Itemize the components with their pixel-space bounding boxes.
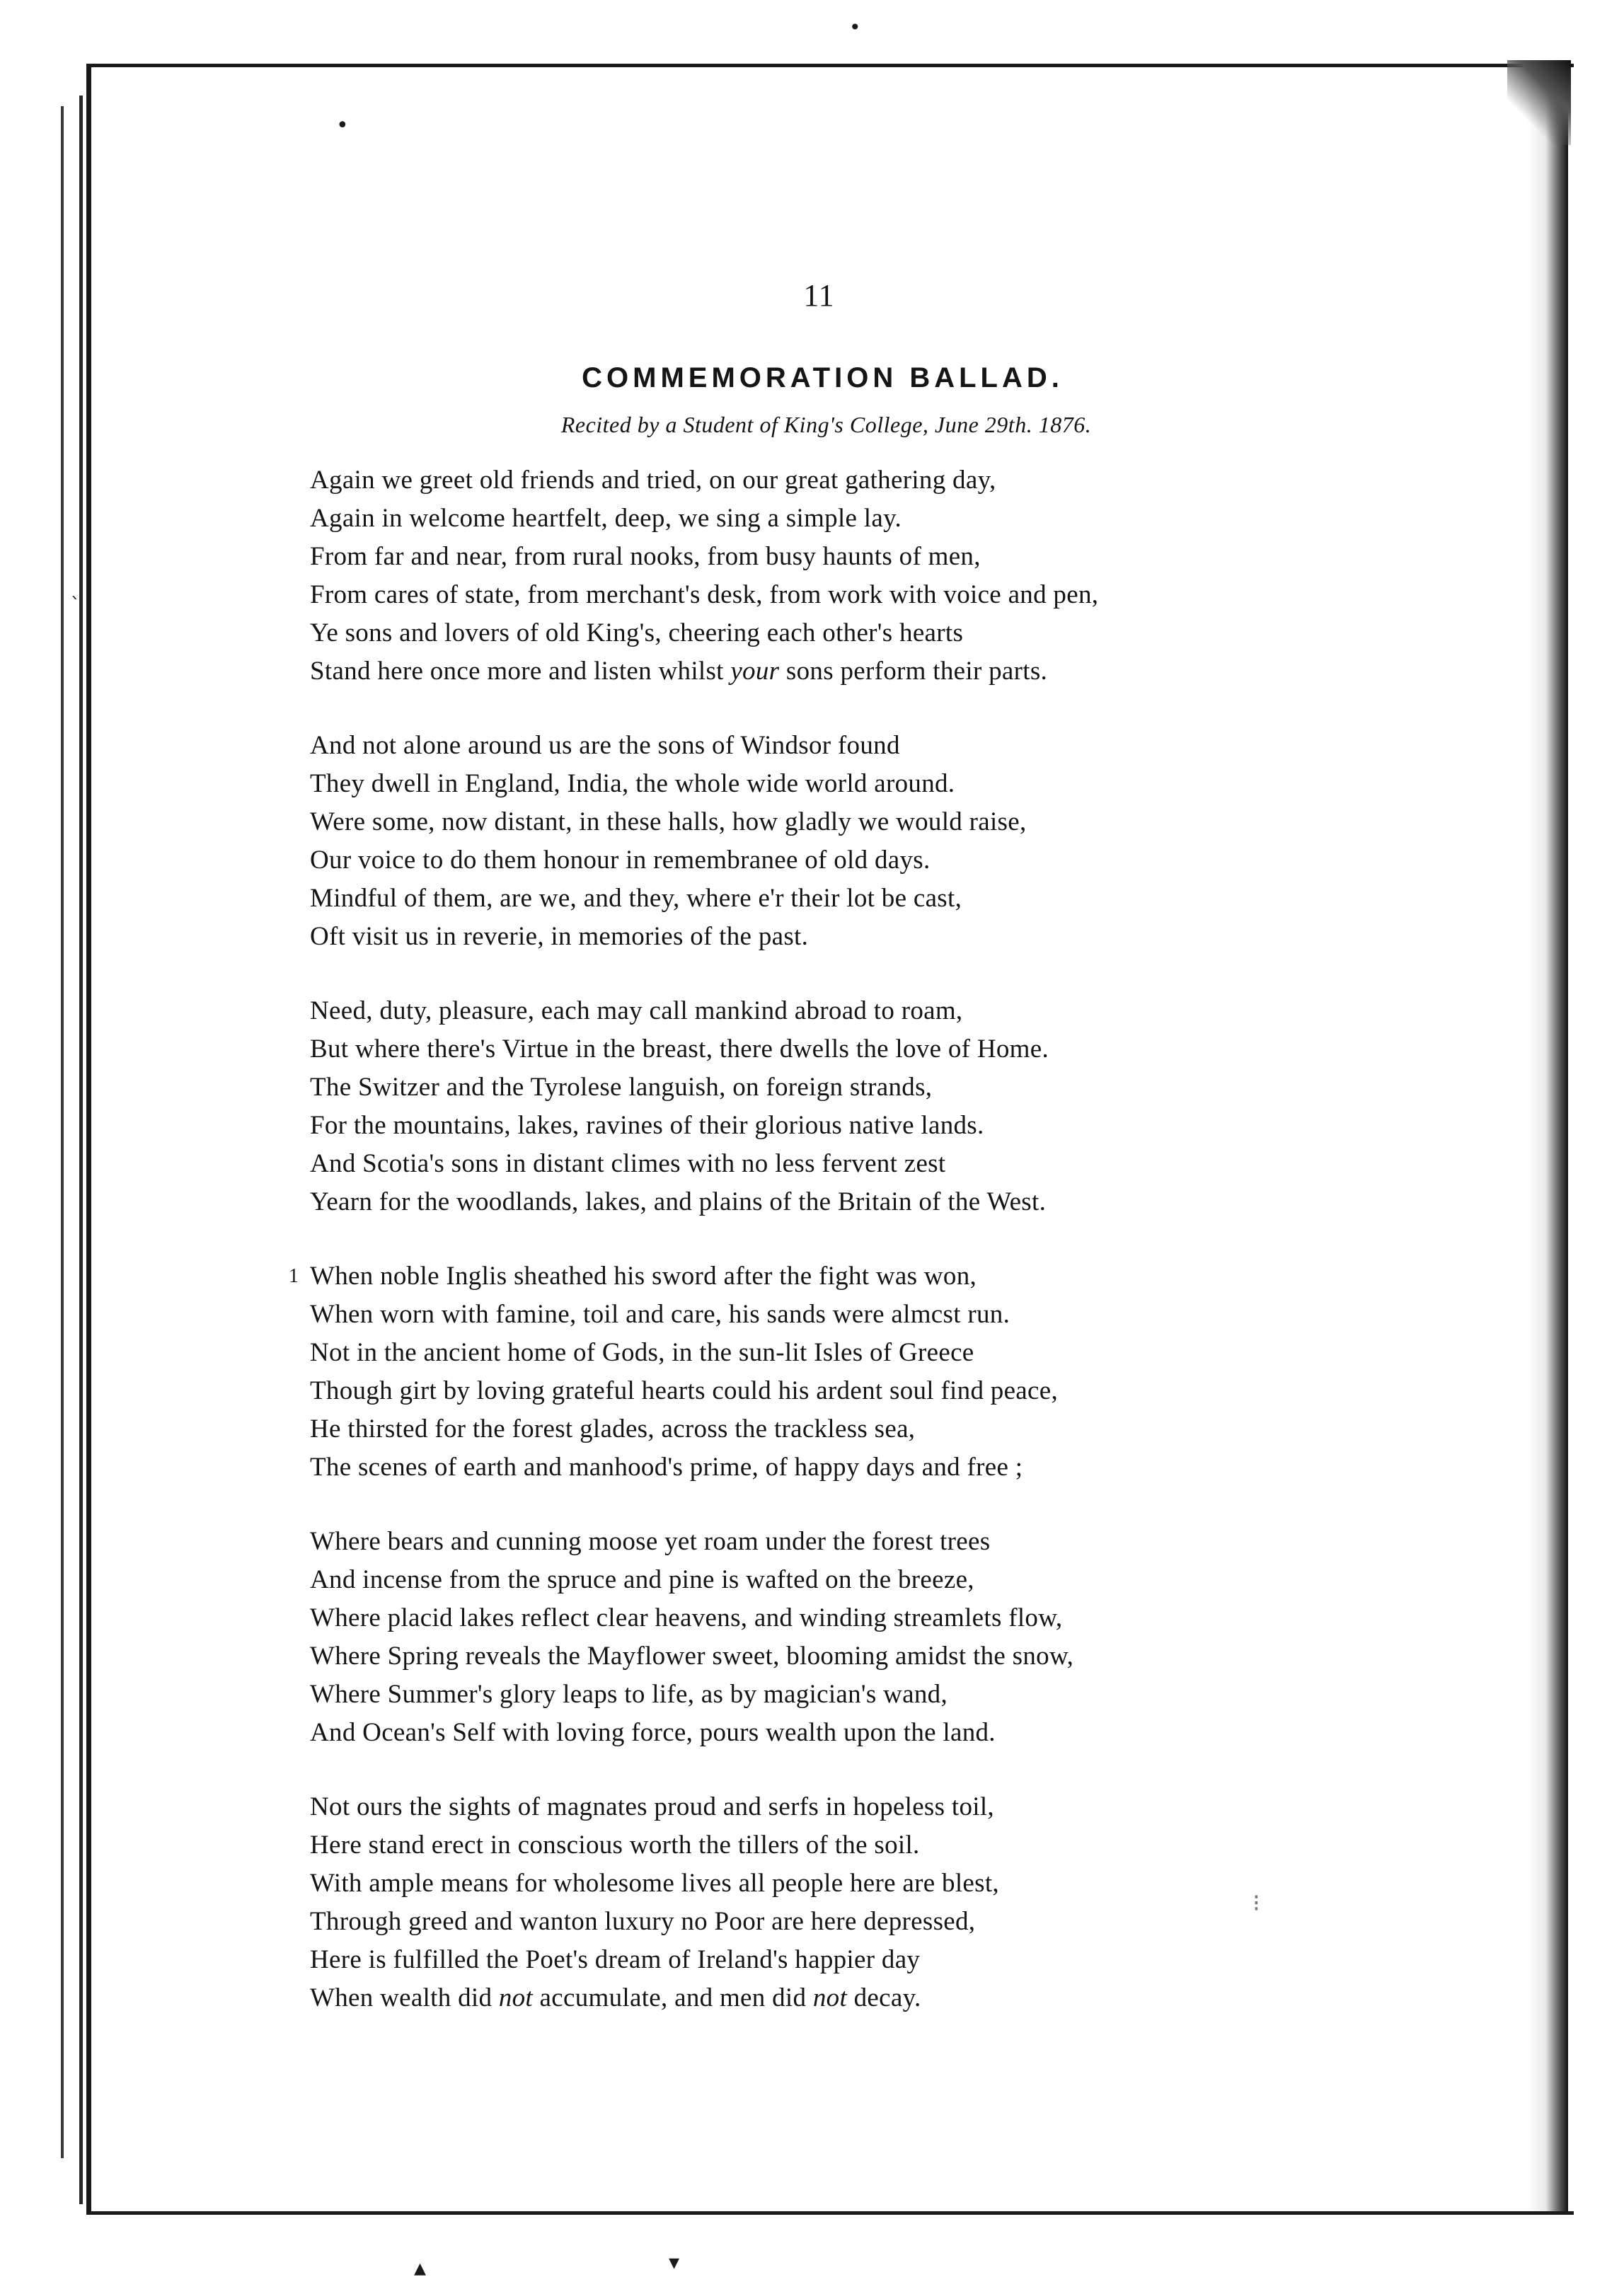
stanza bbox=[289, 1257, 1555, 1487]
line-segment: When wealth did bbox=[310, 1983, 499, 2012]
stanza bbox=[310, 1788, 1555, 2017]
stanza bbox=[310, 727, 1555, 956]
line-segment: Stand here once more and listen whilst bbox=[310, 657, 731, 686]
page-corner-shadow bbox=[1507, 60, 1571, 145]
scan-speck: ▾ bbox=[669, 2250, 680, 2275]
poem-line: Though girt by loving grateful hearts could his ardent soul find peace, bbox=[310, 1376, 1059, 1405]
poem-line: Where Summer's glory leaps to life, as by magician's wand, bbox=[310, 1680, 948, 1709]
poem-line: Were some, now distant, in these halls, how gladly we would raise, bbox=[310, 807, 1027, 836]
poem-line: When noble Inglis sheathed his sword after the fight was won, bbox=[310, 1262, 977, 1291]
poem-line: When worn with famine, toil and care, his sands were almcst run. bbox=[310, 1300, 1010, 1329]
poem-line: From cares of state, from merchant's desk, from work with voice and pen, bbox=[310, 580, 1099, 609]
poem-line: With ample means for wholesome lives all people here are blest, bbox=[310, 1869, 999, 1898]
scan-speck: • bbox=[336, 113, 349, 138]
poem-line: And incense from the spruce and pine is wafted on the breeze, bbox=[310, 1565, 974, 1594]
poem-line: They dwell in England, India, the whole wide world around. bbox=[310, 769, 955, 798]
stanza-footnote-marker: 1 bbox=[289, 1265, 299, 1287]
stanza bbox=[310, 461, 1555, 691]
poem-line: Where Spring reveals the Mayflower sweet, blooming amidst the snow, bbox=[310, 1642, 1074, 1671]
poem-line: Not in the ancient home of Gods, in the sun-lit Isles of Greece bbox=[310, 1338, 974, 1367]
poem-line: From far and near, from rural nooks, from busy haunts of men, bbox=[310, 542, 981, 571]
poem-body bbox=[289, 461, 1555, 2053]
poem-line: And not alone around us are the sons of Windsor found bbox=[310, 731, 900, 760]
poem-line: Mindful of them, are we, and they, where e'r their lot be cast, bbox=[310, 884, 962, 913]
page-subtitle: Recited by a Student of King's College, June 29th. 1876. bbox=[560, 412, 1092, 437]
scan-speck: ` bbox=[71, 594, 80, 616]
poem-line: Our voice to do them honour in remembranee of old days. bbox=[310, 846, 931, 875]
poem-line: But where there's Virtue in the breast, there dwells the love of Home. bbox=[310, 1035, 1049, 1064]
scan-speck: ⁝ bbox=[1252, 1889, 1260, 1918]
poem-line: Again we greet old friends and tried, on our great gathering day, bbox=[310, 466, 996, 495]
page-number: 11 bbox=[803, 278, 835, 313]
page-title: COMMEMORATION BALLAD. bbox=[582, 362, 1064, 393]
bottom-margin bbox=[0, 2215, 1624, 2281]
poem-line: Here is fulfilled the Poet's dream of Ireland's happier day bbox=[310, 1945, 921, 1974]
poem-line: And Ocean's Self with loving force, pours wealth upon the land. bbox=[310, 1718, 996, 1747]
scan-speck: • bbox=[849, 16, 861, 39]
poem-line: And Scotia's sons in distant climes with no less fervent zest bbox=[310, 1149, 946, 1178]
stanza bbox=[310, 1523, 1555, 1752]
poem-line bbox=[310, 1979, 1555, 2017]
poem-line: Ye sons and lovers of old King's, cheering each other's hearts bbox=[310, 618, 964, 647]
poem-line: For the mountains, lakes, ravines of their glorious native lands. bbox=[310, 1111, 984, 1140]
poem-line: Not ours the sights of magnates proud and serfs in hopeless toil, bbox=[310, 1792, 994, 1821]
emphasized-word: not bbox=[812, 1983, 848, 2012]
poem-line: Oft visit us in reverie, in memories of the past. bbox=[310, 922, 809, 951]
line-segment: decay. bbox=[847, 1983, 921, 2012]
poem-line: Through greed and wanton luxury no Poor are here depressed, bbox=[310, 1907, 976, 1936]
poem-line: Where placid lakes reflect clear heavens, and winding streamlets flow, bbox=[310, 1603, 1063, 1632]
poem-line: The scenes of earth and manhood's prime, of happy days and free ; bbox=[310, 1453, 1023, 1482]
poem-line: Yearn for the woodlands, lakes, and plains of the Britain of the West. bbox=[310, 1187, 1047, 1216]
poem-line: The Switzer and the Tyrolese languish, on foreign strands, bbox=[310, 1073, 933, 1102]
poem-line: Need, duty, pleasure, each may call mankind abroad to roam, bbox=[310, 996, 963, 1025]
line-segment: accumulate, and men did bbox=[533, 1983, 813, 2012]
stanza bbox=[310, 992, 1555, 1221]
poem-line: He thirsted for the forest glades, across the trackless sea, bbox=[310, 1414, 916, 1443]
poem-line: Again in welcome heartfelt, deep, we sing a simple lay. bbox=[310, 504, 902, 533]
emphasized-word: your bbox=[730, 657, 780, 686]
scan-speck: ▴ bbox=[414, 2254, 427, 2282]
emphasized-word: not bbox=[498, 1983, 533, 2012]
poem-line bbox=[310, 652, 1555, 691]
poem-line: Here stand erect in conscious worth the tillers of the soil. bbox=[310, 1831, 920, 1860]
line-segment: sons perform their parts. bbox=[779, 657, 1048, 686]
poem-line: Where bears and cunning moose yet roam under the forest trees bbox=[310, 1527, 991, 1556]
